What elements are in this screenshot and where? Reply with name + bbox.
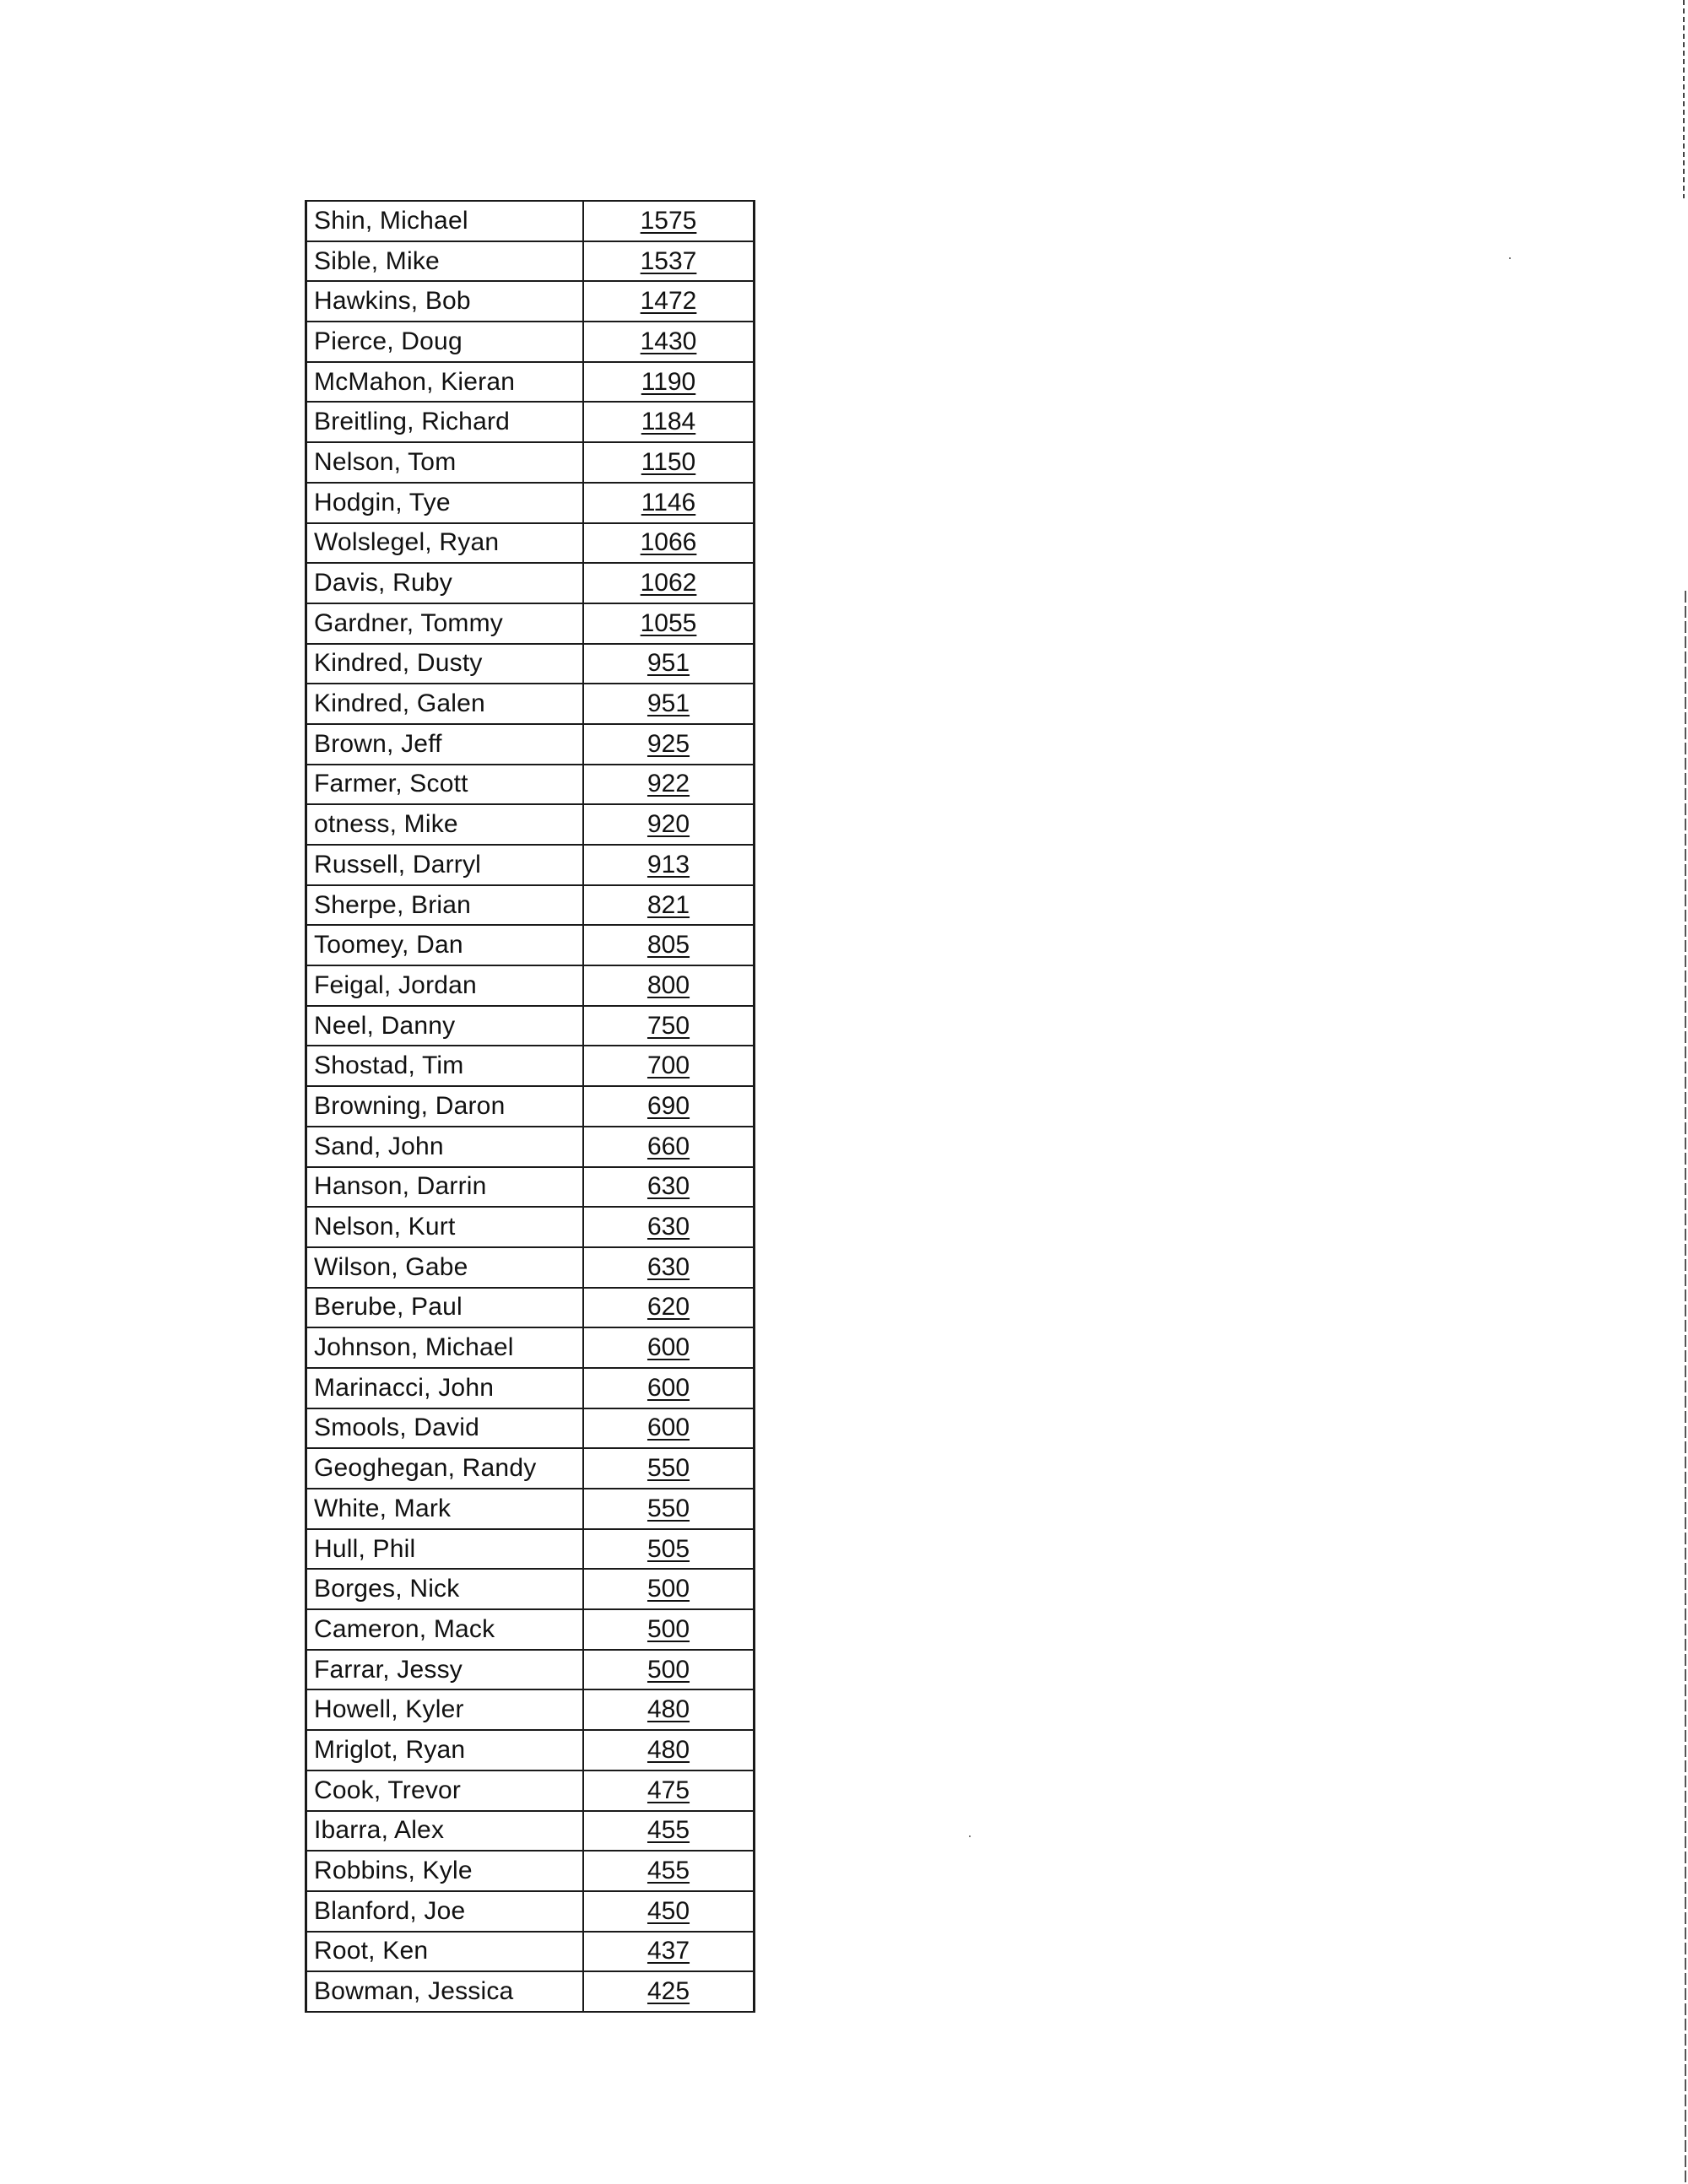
table-row xyxy=(306,644,755,684)
value-text: 600 xyxy=(647,1414,690,1442)
table-row xyxy=(306,885,755,926)
table-row xyxy=(306,322,755,362)
name-cell: Farmer, Scott xyxy=(306,765,584,805)
table-row xyxy=(306,1650,755,1690)
name-cell: Kindred, Dusty xyxy=(306,644,584,684)
value-cell xyxy=(583,1288,755,1328)
value-text: 750 xyxy=(647,1011,690,1040)
value-cell xyxy=(583,563,755,603)
value-cell xyxy=(583,1891,755,1932)
value-text: 1472 xyxy=(640,287,697,316)
table-row xyxy=(306,1368,755,1408)
name-cell: Feigal, Jordan xyxy=(306,965,584,1006)
table-row xyxy=(306,1851,755,1891)
name-cell: Browning, Daron xyxy=(306,1086,584,1127)
value-text: 630 xyxy=(647,1252,690,1281)
name-cell: Smools, David xyxy=(306,1408,584,1449)
name-cell: otness, Mike xyxy=(306,804,584,845)
table-row xyxy=(306,765,755,805)
scan-speck xyxy=(969,1835,971,1837)
value-cell xyxy=(583,1368,755,1408)
value-cell xyxy=(583,402,755,442)
name-cell: Robbins, Kyle xyxy=(306,1851,584,1891)
value-text: 1184 xyxy=(641,408,696,436)
value-text: 620 xyxy=(647,1293,690,1322)
value-cell xyxy=(583,1770,755,1811)
value-text: 1146 xyxy=(641,488,696,516)
value-cell xyxy=(583,1650,755,1690)
table-row xyxy=(306,1327,755,1368)
value-text: 951 xyxy=(647,649,690,678)
name-cell: Hanson, Darrin xyxy=(306,1167,584,1208)
value-text: 500 xyxy=(647,1614,690,1643)
value-text: 821 xyxy=(647,890,690,919)
value-text: 475 xyxy=(647,1776,690,1804)
value-text: 920 xyxy=(647,810,690,839)
value-text: 1066 xyxy=(640,528,697,557)
value-text: 1055 xyxy=(640,608,697,637)
table-row xyxy=(306,724,755,765)
value-text: 600 xyxy=(647,1333,690,1362)
name-cell: Cook, Trevor xyxy=(306,1770,584,1811)
value-text: 805 xyxy=(647,931,690,960)
table-row xyxy=(306,483,755,523)
value-cell xyxy=(583,442,755,483)
name-cell: Russell, Darryl xyxy=(306,845,584,885)
table-row xyxy=(306,523,755,564)
value-text: 550 xyxy=(647,1494,690,1522)
value-text: 630 xyxy=(647,1172,690,1201)
table-row xyxy=(306,684,755,724)
value-cell xyxy=(583,483,755,523)
value-text: 455 xyxy=(647,1816,690,1845)
value-cell xyxy=(583,845,755,885)
table-row xyxy=(306,1127,755,1167)
value-cell xyxy=(583,1932,755,1972)
value-cell xyxy=(583,523,755,564)
name-cell: Hodgin, Tye xyxy=(306,483,584,523)
value-cell xyxy=(583,1448,755,1489)
name-cell: Wolslegel, Ryan xyxy=(306,523,584,564)
table-row xyxy=(306,1006,755,1046)
value-text: 660 xyxy=(647,1132,690,1160)
value-cell xyxy=(583,644,755,684)
table-row xyxy=(306,1811,755,1852)
value-text: 455 xyxy=(647,1857,690,1885)
value-text: 630 xyxy=(647,1213,690,1241)
value-text: 1190 xyxy=(641,367,696,396)
value-cell xyxy=(583,1327,755,1368)
name-cell: Cameron, Mack xyxy=(306,1609,584,1650)
value-cell xyxy=(583,925,755,965)
value-text: 505 xyxy=(647,1534,690,1563)
value-text: 951 xyxy=(647,689,690,718)
value-cell xyxy=(583,1086,755,1127)
value-text: 925 xyxy=(647,729,690,758)
value-text: 1537 xyxy=(640,246,697,275)
name-cell: Howell, Kyler xyxy=(306,1689,584,1730)
value-cell xyxy=(583,1489,755,1529)
value-cell xyxy=(583,1529,755,1570)
value-cell xyxy=(583,1006,755,1046)
value-cell xyxy=(583,684,755,724)
table-row xyxy=(306,1891,755,1932)
value-text: 600 xyxy=(647,1373,690,1402)
value-text: 700 xyxy=(647,1051,690,1080)
table-row xyxy=(306,1086,755,1127)
table-row xyxy=(306,1247,755,1288)
value-text: 437 xyxy=(647,1937,690,1965)
value-text: 1062 xyxy=(640,569,697,597)
name-cell: Hawkins, Bob xyxy=(306,281,584,322)
name-cell: Johnson, Michael xyxy=(306,1327,584,1368)
name-cell: Toomey, Dan xyxy=(306,925,584,965)
name-cell: Kindred, Galen xyxy=(306,684,584,724)
table-row xyxy=(306,1046,755,1086)
value-cell xyxy=(583,1730,755,1770)
value-text: 500 xyxy=(647,1655,690,1684)
scan-edge-artifact-top xyxy=(1683,0,1685,198)
value-cell xyxy=(583,804,755,845)
value-text: 425 xyxy=(647,1977,690,2006)
value-text: 922 xyxy=(647,770,690,798)
value-cell xyxy=(583,362,755,403)
name-cell: Sherpe, Brian xyxy=(306,885,584,926)
value-text: 1575 xyxy=(640,206,697,235)
value-cell xyxy=(583,1167,755,1208)
value-text: 480 xyxy=(647,1695,690,1724)
value-text: 1150 xyxy=(641,447,696,476)
value-cell xyxy=(583,1207,755,1247)
name-cell: Brown, Jeff xyxy=(306,724,584,765)
name-cell: McMahon, Kieran xyxy=(306,362,584,403)
value-text: 550 xyxy=(647,1454,690,1483)
scan-edge-artifact-right xyxy=(1685,591,1686,2184)
value-cell xyxy=(583,885,755,926)
scan-speck xyxy=(1509,257,1511,259)
table-row xyxy=(306,1207,755,1247)
name-cell: Nelson, Tom xyxy=(306,442,584,483)
table-row xyxy=(306,402,755,442)
name-cell: Pierce, Doug xyxy=(306,322,584,362)
table-row xyxy=(306,804,755,845)
name-cell: Berube, Paul xyxy=(306,1288,584,1328)
name-cell: Breitling, Richard xyxy=(306,402,584,442)
name-cell: Mriglot, Ryan xyxy=(306,1730,584,1770)
table-body xyxy=(306,201,755,2012)
value-text: 500 xyxy=(647,1575,690,1603)
value-cell xyxy=(583,1811,755,1852)
value-text: 690 xyxy=(647,1091,690,1120)
value-cell xyxy=(583,724,755,765)
name-cell: Borges, Nick xyxy=(306,1569,584,1609)
name-cell: Hull, Phil xyxy=(306,1529,584,1570)
table-row xyxy=(306,1529,755,1570)
name-cell: Neel, Danny xyxy=(306,1006,584,1046)
table-row xyxy=(306,281,755,322)
name-cell: Nelson, Kurt xyxy=(306,1207,584,1247)
table-row xyxy=(306,1932,755,1972)
value-cell xyxy=(583,1408,755,1449)
table-row xyxy=(306,1770,755,1811)
name-cell: Bowman, Jessica xyxy=(306,1971,584,2012)
value-cell xyxy=(583,603,755,644)
value-text: 480 xyxy=(647,1735,690,1764)
name-cell: Sible, Mike xyxy=(306,241,584,282)
name-cell: Shostad, Tim xyxy=(306,1046,584,1086)
table-row xyxy=(306,1408,755,1449)
table-row xyxy=(306,845,755,885)
value-cell xyxy=(583,1689,755,1730)
table-row xyxy=(306,1448,755,1489)
name-cell: Davis, Ruby xyxy=(306,563,584,603)
name-cell: Geoghegan, Randy xyxy=(306,1448,584,1489)
name-cell: Blanford, Joe xyxy=(306,1891,584,1932)
table-row xyxy=(306,965,755,1006)
table-row xyxy=(306,362,755,403)
value-cell xyxy=(583,1971,755,2012)
value-cell xyxy=(583,765,755,805)
value-text: 913 xyxy=(647,850,690,878)
name-cell: Marinacci, John xyxy=(306,1368,584,1408)
value-cell xyxy=(583,281,755,322)
name-cell: Shin, Michael xyxy=(306,201,584,241)
name-cell: Root, Ken xyxy=(306,1932,584,1972)
name-cell: Farrar, Jessy xyxy=(306,1650,584,1690)
value-text: 450 xyxy=(647,1896,690,1925)
value-text: 800 xyxy=(647,970,690,999)
name-cell: Wilson, Gabe xyxy=(306,1247,584,1288)
table-row xyxy=(306,1971,755,2012)
value-cell xyxy=(583,1046,755,1086)
names-values-table xyxy=(305,200,755,2013)
name-cell: Sand, John xyxy=(306,1127,584,1167)
name-cell: Ibarra, Alex xyxy=(306,1811,584,1852)
table-row xyxy=(306,442,755,483)
table-row xyxy=(306,563,755,603)
value-cell xyxy=(583,1609,755,1650)
table-row xyxy=(306,1489,755,1529)
table-row xyxy=(306,1730,755,1770)
table-row xyxy=(306,603,755,644)
table-row xyxy=(306,1167,755,1208)
value-cell xyxy=(583,1569,755,1609)
table-row xyxy=(306,1689,755,1730)
table-row xyxy=(306,1569,755,1609)
value-cell xyxy=(583,1851,755,1891)
value-cell xyxy=(583,1247,755,1288)
table-row xyxy=(306,241,755,282)
name-cell: Gardner, Tommy xyxy=(306,603,584,644)
name-cell: White, Mark xyxy=(306,1489,584,1529)
value-text: 1430 xyxy=(640,327,697,355)
value-cell xyxy=(583,322,755,362)
value-cell xyxy=(583,241,755,282)
table-row xyxy=(306,1609,755,1650)
table-row xyxy=(306,925,755,965)
table-row xyxy=(306,1288,755,1328)
table-row xyxy=(306,201,755,241)
value-cell xyxy=(583,1127,755,1167)
value-cell xyxy=(583,965,755,1006)
value-cell xyxy=(583,201,755,241)
